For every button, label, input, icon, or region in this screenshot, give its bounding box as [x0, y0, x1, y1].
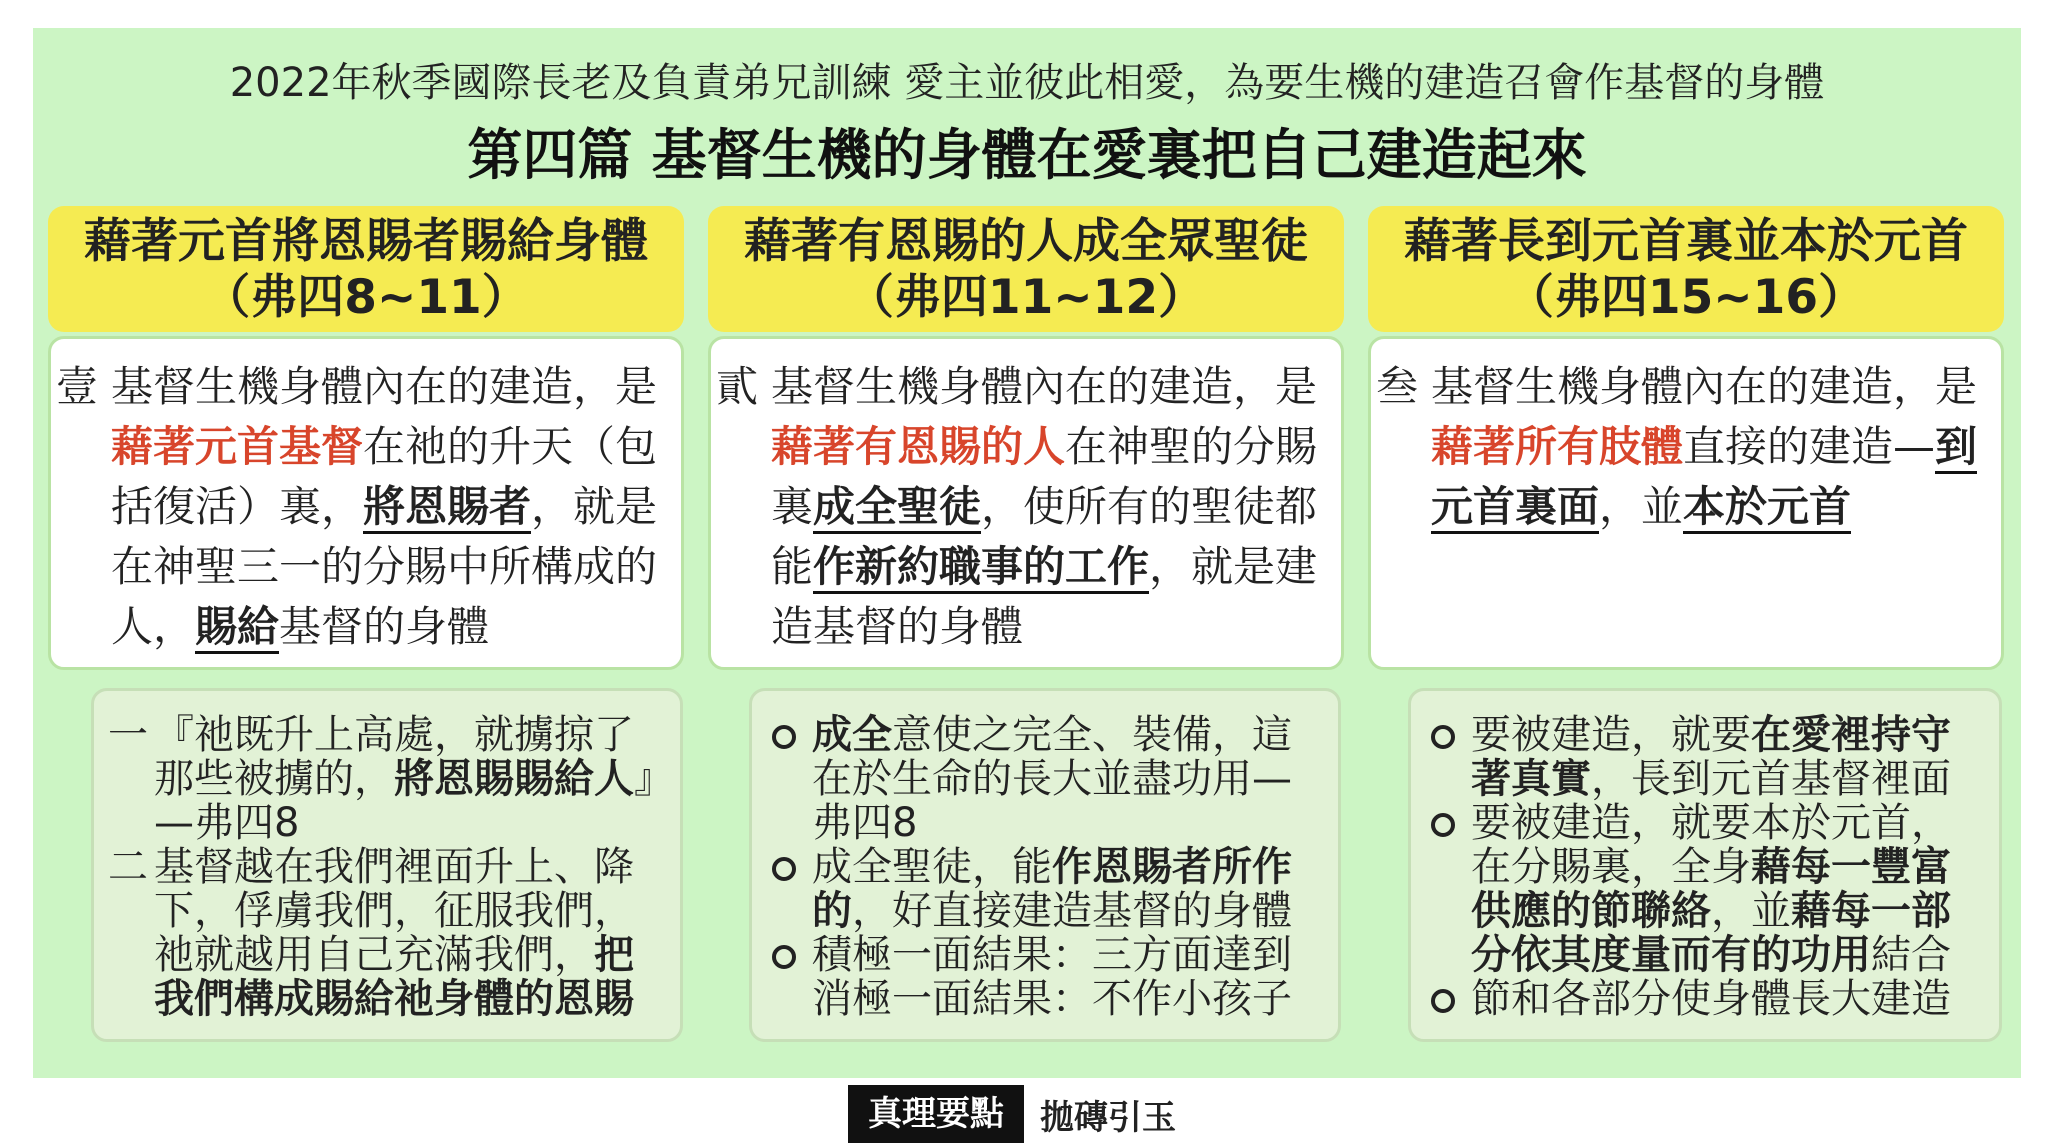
point-2-highlight: 藉著有恩賜的人: [771, 422, 1066, 471]
bullet-circle-icon: [1431, 725, 1455, 749]
item-bold: 在愛裡持守著真實: [1471, 712, 1951, 802]
point-number-2: 貳: [716, 362, 759, 411]
item-bold: 藉每一豐富供應的節聯絡: [1471, 844, 1951, 934]
page-title: 第四篇 基督生機的身體在愛裏把自己建造起來: [467, 123, 1587, 187]
point-3-highlight: 藉著所有肢體: [1431, 422, 1684, 471]
item-text: 要被建造，就要: [1471, 712, 1751, 758]
list-item: [1423, 801, 1983, 977]
bullet-circle-icon: [772, 945, 796, 969]
list-item: [764, 845, 1322, 933]
item-text: 消極一面結果：不作小孩子: [812, 976, 1292, 1022]
footer-text: 拋磚引玉: [1040, 1097, 1176, 1138]
item-text: 節和各部分使身體長大建造: [1471, 976, 1951, 1022]
point-number-3: 叁: [1376, 362, 1419, 411]
point-3-underline: 到元首裏面: [1431, 422, 1977, 534]
point-1-underline: 將恩賜者: [363, 482, 531, 534]
column-header-1-line1: 藉著元首將恩賜者賜給身體: [84, 214, 648, 269]
bullet-circle-icon: [772, 857, 796, 881]
point-2-underline: 成全聖徒: [813, 482, 981, 534]
point-3-underline: 本於元首: [1683, 482, 1851, 534]
bullet-circle-icon: [772, 725, 796, 749]
list-item: [1423, 977, 1983, 1021]
point-2-underline: 作新約職事的工作: [813, 542, 1149, 594]
column-header-2-line2: （弗四11~12）: [846, 270, 1206, 325]
point-3-part: 直接的建造—: [1683, 422, 1936, 471]
point-1-part: 基督的身體: [279, 602, 490, 651]
column-header-2-line1: 藉著有恩賜的人成全眾聖徒: [744, 214, 1308, 269]
item-bold: 把我們構成賜給祂身體的恩賜: [154, 932, 634, 1022]
point-text-1: [111, 357, 671, 657]
footer-tag: 真理要點: [848, 1085, 1024, 1143]
point-1-part: 在祂的升天（包括復活）裏，: [111, 422, 658, 531]
item-text: 要被建造，就要本於元首，在分賜裏，全身: [1471, 800, 1951, 890]
list-item: [1423, 713, 1983, 801]
column-header-3-line1: 藉著長到元首裏並本於元首: [1404, 214, 1968, 269]
column-header-3: [1368, 206, 2004, 332]
point-1-highlight: 藉著元首基督: [111, 422, 364, 471]
page-subtitle: 2022年秋季國際長老及負責弟兄訓練 愛主並彼此相愛，為要生機的建造召會作基督的身體: [229, 60, 1825, 106]
list-number: 一: [108, 712, 148, 758]
bullet-circle-icon: [1431, 813, 1455, 837]
item-text: ，好直接建造基督的身體: [852, 888, 1292, 934]
point-card-1: [48, 336, 684, 670]
footer: [848, 1085, 1176, 1143]
item-bold: 將恩賜賜給人: [394, 756, 634, 802]
point-2-part: 基督生機身體內在的建造，是: [771, 362, 1318, 411]
column-header-2: [708, 206, 1344, 332]
list-item: [106, 713, 664, 845]
content-board: [33, 28, 2021, 1078]
point-number-1: 壹: [56, 362, 99, 411]
item-text: 『祂既升上高處，就擄掠了那些被擄的，: [154, 712, 634, 802]
item-bold: 作恩賜者所作的: [812, 844, 1292, 934]
list-number: 二: [108, 844, 148, 890]
list-item: [764, 713, 1322, 845]
point-2-part: ，使所有的聖徒都能: [771, 482, 1318, 591]
list-item: [106, 845, 664, 1021]
point-text-2: [771, 357, 1331, 657]
detail-card-2: [749, 688, 1341, 1042]
point-3-part: ，並: [1599, 482, 1684, 531]
point-text-3: [1431, 357, 1991, 537]
item-text: 結合: [1871, 932, 1951, 978]
item-bold: 成全: [812, 712, 892, 758]
point-card-2: [708, 336, 1344, 670]
item-text: 基督越在我們裡面升上、降下，俘虜我們，征服我們，祂就越用自己充滿我們，: [154, 844, 634, 978]
point-card-3: [1368, 336, 2004, 670]
item-text: 意使之完全、裝備，這在於生命的長大並盡功用—弗四8: [812, 712, 1292, 846]
detail-card-3: [1408, 688, 2002, 1042]
column-header-3-line2: （弗四15~16）: [1506, 270, 1866, 325]
item-bold: 藉每一部分依其度量而有的功用: [1471, 888, 1951, 978]
column-header-1: [48, 206, 684, 332]
detail-card-1: [91, 688, 683, 1042]
item-text: 』—弗四8: [154, 756, 654, 846]
item-text: 成全聖徒，能: [812, 844, 1052, 890]
point-1-part: ，就是在神聖三一的分賜中所構成的人，: [111, 482, 658, 651]
column-header-1-line2: （弗四8~11）: [203, 270, 529, 325]
point-2-part: ，就是建造基督的身體: [771, 542, 1318, 651]
item-text: 積極一面結果：三方面達到: [812, 932, 1292, 978]
point-1-part: 基督生機身體內在的建造，是: [111, 362, 658, 411]
point-2-part: 在神聖的分賜裏: [771, 422, 1318, 531]
point-3-part: 基督生機身體內在的建造，是: [1431, 362, 1978, 411]
item-text: ，並: [1711, 888, 1791, 934]
bullet-circle-icon: [1431, 989, 1455, 1013]
list-item: [764, 933, 1322, 1021]
point-1-underline: 賜給: [195, 602, 279, 654]
item-text: ，長到元首基督裡面: [1591, 756, 1951, 802]
